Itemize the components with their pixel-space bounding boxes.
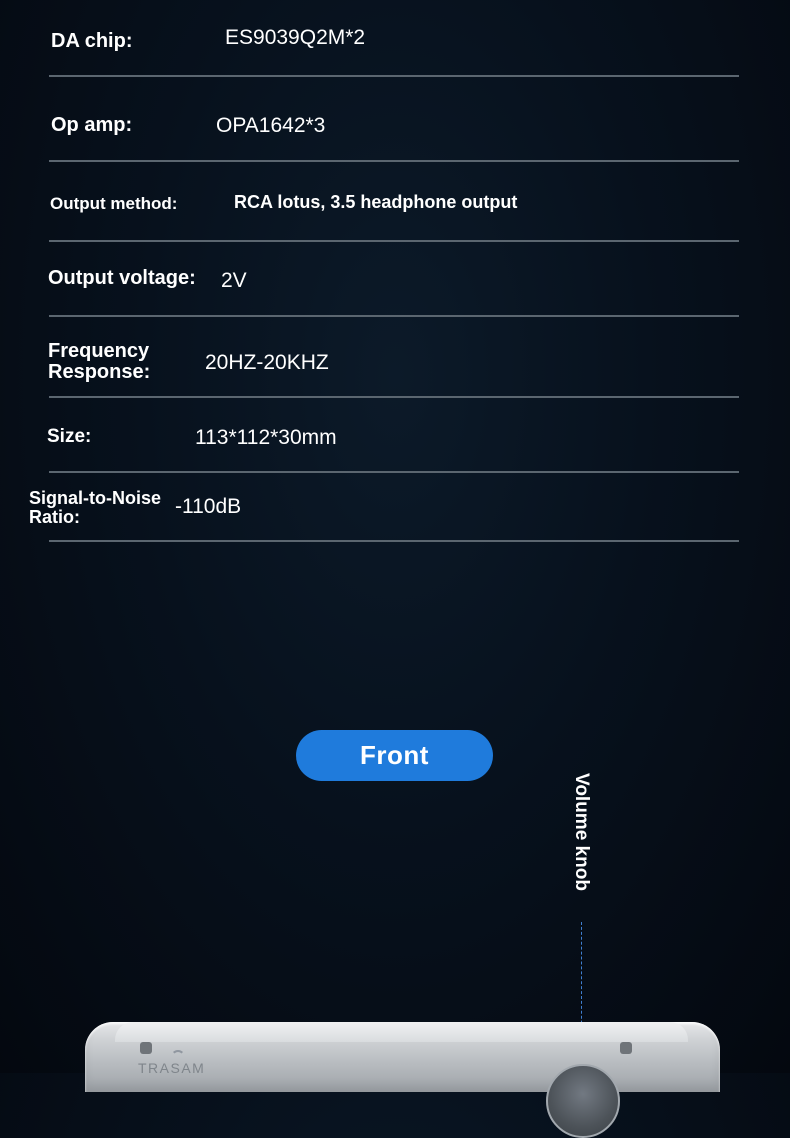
spec-value: OPA1642*3 [216, 114, 326, 137]
spec-label: Size: [47, 426, 92, 447]
spec-value: ES9039Q2M*2 [225, 26, 366, 49]
device-screw-left [140, 1042, 152, 1054]
spec-label: Output method: [50, 194, 178, 213]
spec-label-line1: Signal-to-Noise [29, 488, 162, 508]
divider [49, 315, 739, 317]
divider [49, 396, 739, 398]
spec-label-line1: Frequency [48, 340, 150, 362]
front-view-button[interactable]: Front [296, 730, 493, 781]
spec-value: RCA lotus, 3.5 headphone output [234, 192, 518, 212]
divider [49, 471, 739, 473]
spec-value: 2V [221, 269, 247, 292]
brand-logo: TRASAM [138, 1060, 206, 1076]
divider [49, 240, 739, 242]
spec-label-line2: Ratio: [29, 506, 80, 527]
device-top-surface [115, 1022, 688, 1042]
callout-text: Volume knob [571, 773, 593, 891]
spec-label: DA chip: [51, 30, 133, 52]
divider [49, 540, 739, 542]
spec-value: 113*112*30mm [195, 426, 337, 449]
spec-label [48, 341, 150, 383]
spec-value: 20HZ-20KHZ [205, 351, 329, 374]
spec-label [29, 489, 161, 527]
divider [49, 160, 739, 162]
spec-label: Op amp: [51, 114, 133, 136]
spec-value: -110dB [175, 495, 242, 518]
volume-knob[interactable] [546, 1064, 620, 1138]
spec-label-line2: Response: [48, 361, 151, 383]
spec-label: Output voltage: [48, 267, 196, 289]
volume-knob-callout-label [565, 770, 597, 894]
device-screw-right [620, 1042, 632, 1054]
divider [49, 75, 739, 77]
